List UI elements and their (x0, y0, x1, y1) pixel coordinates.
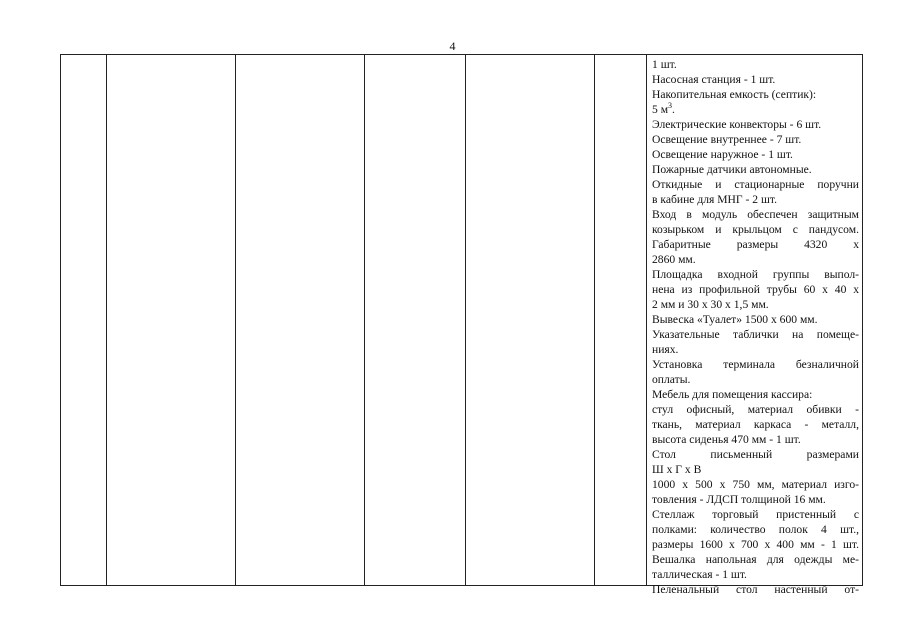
description-line: Освещение наружное - 1 шт. (652, 148, 793, 161)
description-line: Вывеска «Туалет» 1500 х 600 мм. (652, 313, 818, 326)
description-line: Ш х Г х В (652, 463, 702, 476)
description-line: Стол письменный размерами (652, 448, 859, 461)
column-divider (364, 55, 365, 585)
description-line: ткань, материал каркаса - металл, (652, 418, 859, 431)
description-line: стул офисный, материал обивки - (652, 403, 859, 416)
description-cell (652, 57, 859, 597)
description-line: Электрические конвекторы - 6 шт. (652, 118, 822, 131)
description-line: в кабине для МНГ - 2 шт. (652, 193, 778, 206)
description-line: нена из профильной трубы 60 х 40 х (652, 283, 859, 296)
page-number: 4 (449, 39, 456, 53)
description-line: козырьком и крыльцом с пандусом. (652, 223, 859, 236)
description-line: 5 $м^3$. (652, 101, 675, 116)
description-line: Вешалка напольная для одежды ме- (652, 553, 859, 566)
description-line: Указательные таблички на помеще- (652, 328, 859, 341)
description-line: оплаты. (652, 373, 691, 386)
description-line: Освещение внутреннее - 7 шт. (652, 133, 802, 146)
column-divider (106, 55, 107, 585)
description-line: полками: количество полок 4 шт., (652, 523, 859, 536)
description-line: 2860 мм. (652, 253, 696, 266)
column-divider (646, 55, 647, 585)
description-line: высота сиденья 470 мм - 1 шт. (652, 433, 801, 446)
description-line: 2 мм и 30 х 30 х 1,5 мм. (652, 298, 769, 311)
column-divider (465, 55, 466, 585)
description-line: 1000 х 500 х 750 мм, материал изго- (652, 478, 859, 491)
description-line: Пеленальный стол настенный от- (652, 583, 859, 596)
description-line: Габаритные размеры 4320 х (652, 238, 859, 251)
specification-table (60, 54, 863, 596)
column-divider (235, 55, 236, 585)
description-line: Мебель для помещения кассира: (652, 388, 813, 401)
description-line: Пожарные датчики автономные. (652, 163, 812, 176)
description-line: ниях. (652, 343, 679, 356)
description-line: таллическая - 1 шт. (652, 568, 747, 581)
description-line: Стеллаж торговый пристенный с (652, 508, 859, 521)
description-line: Накопительная емкость (септик): (652, 88, 817, 101)
description-line: Вход в модуль обеспечен защитным (652, 208, 859, 221)
description-line: товления - ЛДСП толщиной 16 мм. (652, 493, 826, 506)
description-line: 1 шт. (652, 58, 677, 71)
description-line: Установка терминала безналичной (652, 358, 859, 371)
description-line: размеры 1600 х 700 х 400 мм - 1 шт. (652, 538, 859, 551)
description-line: Откидные и стационарные поручни (652, 178, 859, 191)
column-divider (594, 55, 595, 585)
description-line: Площадка входной группы выпол- (652, 268, 859, 281)
description-line: Насосная станция - 1 шт. (652, 73, 776, 86)
